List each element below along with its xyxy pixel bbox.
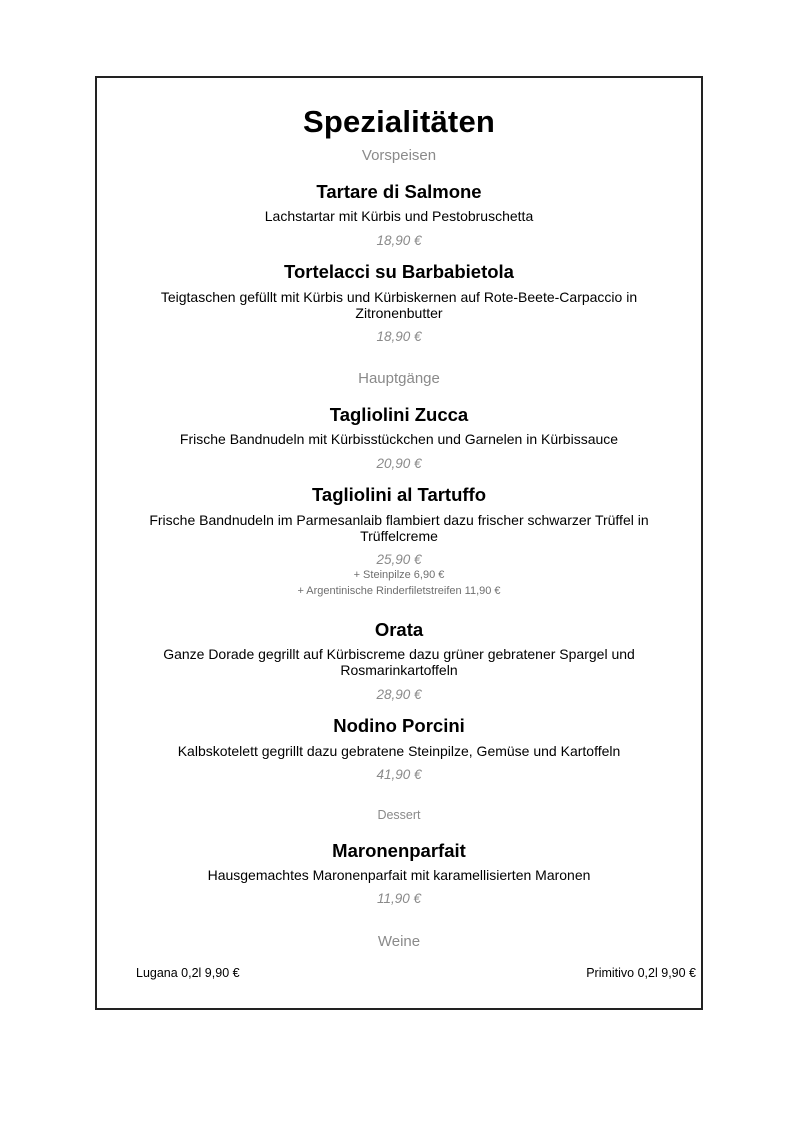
dish-price: 11,90 € xyxy=(376,891,422,906)
dish-description-line2: Trüffelcreme xyxy=(360,528,438,544)
dish-price: 41,90 € xyxy=(376,767,422,782)
dish-name: Tagliolini Zucca xyxy=(329,404,469,425)
dish-extra-option: + Argentinische Rinderfiletstreifen 11,90 € xyxy=(297,585,501,597)
section-heading-hauptgaenge: Hauptgänge xyxy=(358,370,440,387)
dish-name: Tartare di Salmone xyxy=(316,181,482,202)
wine-item-primitivo: Primitivo 0,2l 9,90 € xyxy=(586,966,696,980)
dish-price: 28,90 € xyxy=(376,687,422,702)
section-heading-weine: Weine xyxy=(377,933,421,950)
dish-description-line1: Ganze Dorade gegrillt auf Kürbiscreme dazu grüner gebratener Spargel und xyxy=(163,646,635,662)
menu-title: Spezialitäten xyxy=(302,104,496,139)
dish-description: Kalbskotelett gegrillt dazu gebratene Steinpilze, Gemüse und Kartoffeln xyxy=(177,743,621,759)
dish-description: Lachstartar mit Kürbis und Pestobruschetta xyxy=(264,208,534,224)
dish-extra-option: + Steinpilze 6,90 € xyxy=(353,569,445,581)
dish-description-line2: Rosmarinkartoffeln xyxy=(340,662,458,678)
dish-description-line2: Zitronenbutter xyxy=(355,305,443,321)
dish-name: Maronenparfait xyxy=(332,840,466,861)
dish-price: 18,90 € xyxy=(376,233,422,248)
section-heading-dessert: Dessert xyxy=(377,808,421,822)
dish-name: Tagliolini al Tartuffo xyxy=(311,484,487,505)
dish-description-line1: Teigtaschen gefüllt mit Kürbis und Kürbiskernen auf Rote-Beete-Carpaccio in xyxy=(160,289,638,305)
dish-name: Orata xyxy=(374,619,424,640)
dish-price: 20,90 € xyxy=(376,456,422,471)
dish-price: 18,90 € xyxy=(376,329,422,344)
section-heading-vorspeisen: Vorspeisen xyxy=(361,147,437,164)
dish-name: Nodino Porcini xyxy=(333,715,465,736)
wine-item-lugana: Lugana 0,2l 9,90 € xyxy=(136,966,240,980)
dish-price: 25,90 € xyxy=(376,552,422,567)
dish-description: Frische Bandnudeln mit Kürbisstückchen und Garnelen in Kürbissauce xyxy=(179,431,619,447)
dish-description: Hausgemachtes Maronenparfait mit karamellisierten Maronen xyxy=(207,867,591,883)
dish-description-line1: Frische Bandnudeln im Parmesanlaib flambiert dazu frischer schwarzer Trüffel in xyxy=(149,512,649,528)
menu-card xyxy=(95,76,703,1010)
dish-name: Tortelacci su Barbabietola xyxy=(284,261,514,282)
